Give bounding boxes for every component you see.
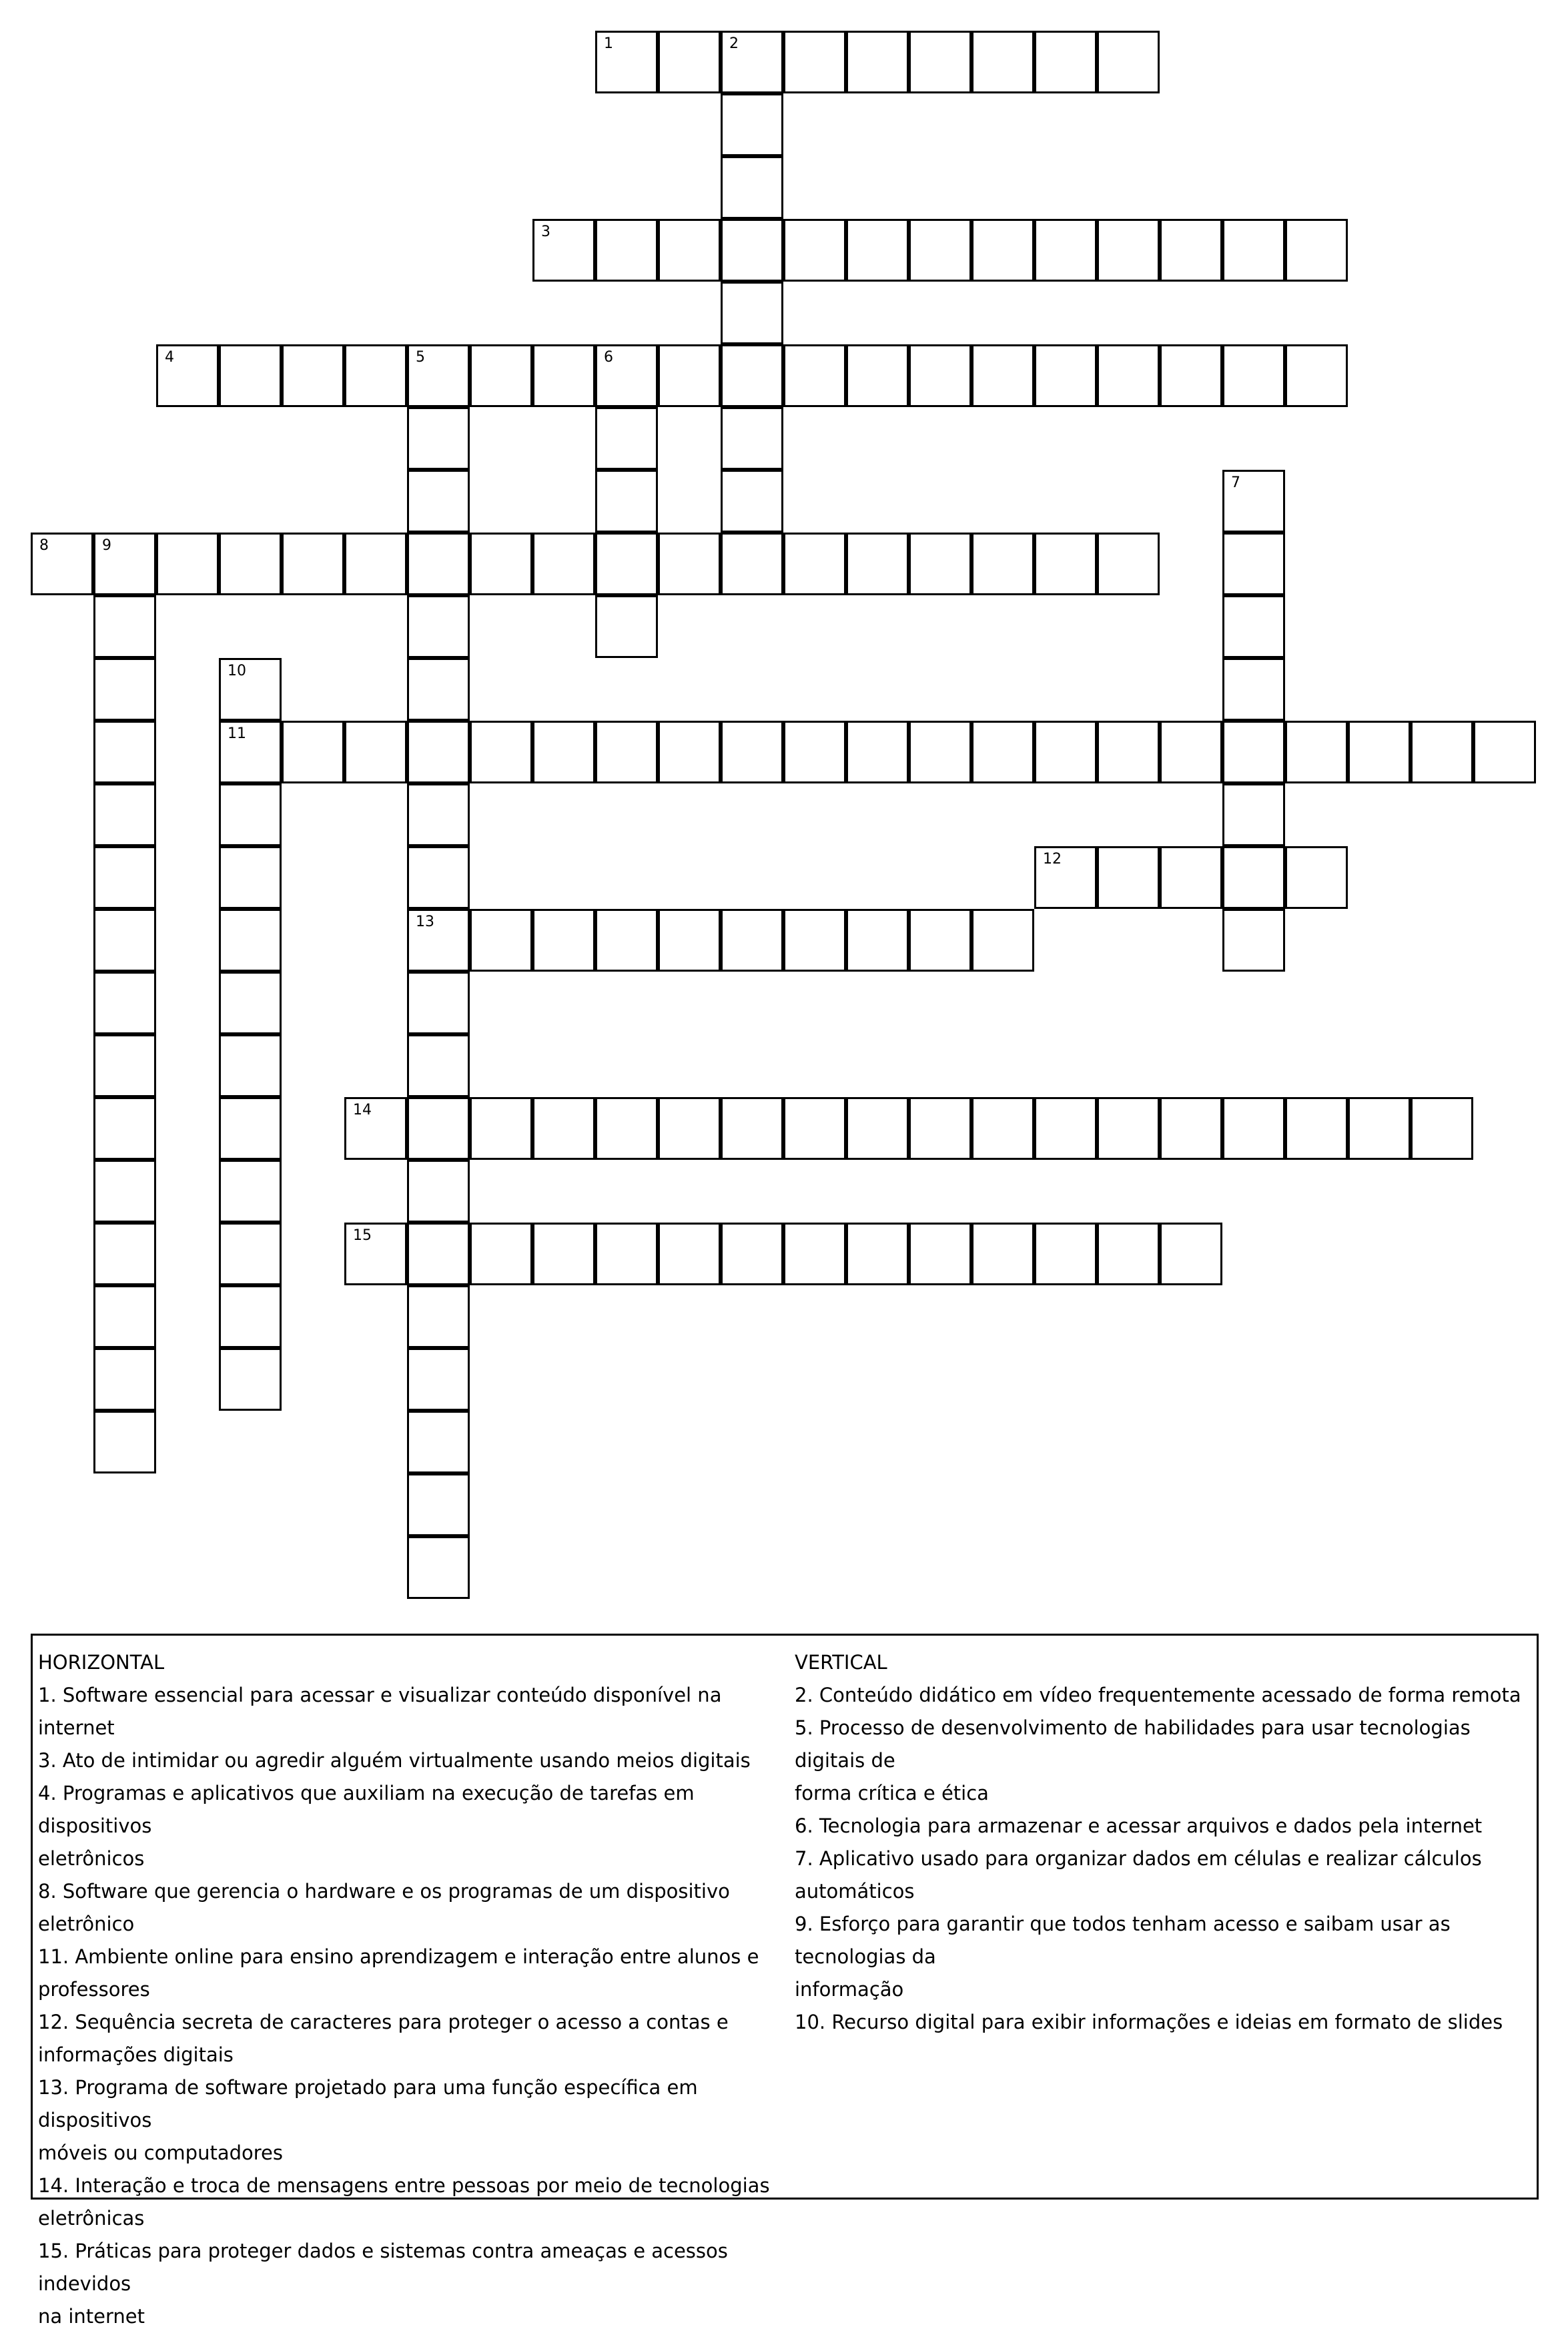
grid-cell[interactable] bbox=[407, 407, 470, 470]
grid-cell[interactable] bbox=[658, 1223, 721, 1285]
grid-cell[interactable] bbox=[407, 721, 470, 783]
grid-cell[interactable] bbox=[595, 909, 658, 972]
grid-cell[interactable] bbox=[407, 846, 470, 909]
grid-cell[interactable] bbox=[909, 31, 971, 93]
grid-cell[interactable] bbox=[909, 1097, 971, 1160]
grid-cell[interactable] bbox=[658, 1097, 721, 1160]
clue-line: 8. Software que gerencia o hardware e os programas de um dispositivo eletrônico bbox=[38, 1880, 730, 1935]
clue-item bbox=[795, 1810, 1535, 1843]
vertical-clues bbox=[795, 1646, 1535, 2039]
clue-line: 2. Conteúdo didático em vídeo frequentemente acessado de forma remota bbox=[795, 1684, 1521, 1706]
grid-cell[interactable] bbox=[1222, 721, 1285, 783]
clue-line: 14. Interação e troca de mensagens entre pessoas por meio de tecnologias bbox=[38, 2174, 770, 2197]
grid-cell[interactable] bbox=[93, 658, 156, 721]
clue-line: automáticos bbox=[795, 1880, 915, 1903]
horizontal-clues bbox=[38, 1646, 785, 2333]
grid-cell[interactable] bbox=[93, 595, 156, 658]
clue-item bbox=[38, 2235, 785, 2333]
grid-cell[interactable] bbox=[1222, 219, 1285, 282]
clue-line: 9. Esforço para garantir que todos tenham acesso e saibam usar as tecnologias da bbox=[795, 1913, 1451, 1968]
clue-item bbox=[795, 1712, 1535, 1810]
grid-cell[interactable] bbox=[971, 1223, 1034, 1285]
grid-cell[interactable] bbox=[658, 344, 721, 407]
grid-cell[interactable] bbox=[282, 533, 344, 595]
grid-cell[interactable] bbox=[93, 721, 156, 783]
clue-item bbox=[38, 1875, 785, 1941]
horizontal-clue-list bbox=[38, 1679, 785, 2333]
grid-cell[interactable] bbox=[344, 721, 407, 783]
grid-cell[interactable] bbox=[971, 219, 1034, 282]
grid-cell[interactable] bbox=[93, 783, 156, 846]
grid-cell[interactable] bbox=[1097, 1223, 1160, 1285]
grid-cell[interactable] bbox=[219, 1348, 282, 1411]
clue-number: 3 bbox=[541, 224, 550, 240]
grid-cell[interactable] bbox=[470, 533, 532, 595]
grid-cell[interactable] bbox=[658, 909, 721, 972]
grid-cell[interactable] bbox=[846, 344, 909, 407]
grid-cell[interactable] bbox=[1222, 783, 1285, 846]
grid-cell[interactable] bbox=[595, 407, 658, 470]
grid-cell[interactable] bbox=[156, 533, 219, 595]
clue-item bbox=[38, 1941, 785, 2006]
grid-cell[interactable] bbox=[219, 344, 282, 407]
grid-cell[interactable] bbox=[407, 658, 470, 721]
grid-cell[interactable] bbox=[658, 31, 721, 93]
grid-cell[interactable] bbox=[470, 1223, 532, 1285]
grid-cell[interactable] bbox=[1222, 595, 1285, 658]
grid-cell[interactable] bbox=[595, 344, 658, 407]
grid-cell[interactable] bbox=[1411, 1097, 1473, 1160]
grid-cell[interactable] bbox=[407, 1160, 470, 1223]
grid-cell[interactable] bbox=[1348, 1097, 1411, 1160]
grid-cell[interactable] bbox=[1285, 219, 1348, 282]
clue-item bbox=[795, 1843, 1535, 1908]
grid-cell[interactable] bbox=[1285, 344, 1348, 407]
clue-line: 7. Aplicativo usado para organizar dados em células e realizar cálculos bbox=[795, 1847, 1482, 1870]
grid-cell[interactable] bbox=[909, 344, 971, 407]
grid-cell[interactable] bbox=[1160, 1223, 1222, 1285]
clue-line: 12. Sequência secreta de caracteres para proteger o acesso a contas e bbox=[38, 2011, 729, 2033]
grid-cell[interactable] bbox=[93, 1097, 156, 1160]
grid-cell[interactable] bbox=[721, 282, 783, 344]
clue-number: 7 bbox=[1231, 474, 1240, 491]
grid-cell[interactable] bbox=[344, 344, 407, 407]
grid-cell[interactable] bbox=[846, 31, 909, 93]
grid-cell[interactable] bbox=[1222, 533, 1285, 595]
grid-cell[interactable] bbox=[783, 721, 846, 783]
grid-cell[interactable] bbox=[846, 1097, 909, 1160]
grid-cell[interactable] bbox=[219, 658, 282, 721]
grid-cell[interactable] bbox=[1222, 470, 1285, 533]
grid-cell[interactable] bbox=[1222, 344, 1285, 407]
clue-number: 9 bbox=[102, 537, 111, 554]
grid-cell[interactable] bbox=[971, 533, 1034, 595]
grid-cell[interactable] bbox=[846, 721, 909, 783]
grid-cell[interactable] bbox=[721, 721, 783, 783]
grid-cell[interactable] bbox=[1411, 721, 1473, 783]
grid-cell[interactable] bbox=[1473, 721, 1536, 783]
grid-cell[interactable] bbox=[595, 219, 658, 282]
clue-item bbox=[38, 1679, 785, 1744]
grid-cell[interactable] bbox=[595, 595, 658, 658]
grid-cell[interactable] bbox=[783, 533, 846, 595]
clue-line: 1. Software essencial para acessar e visualizar conteúdo disponível na internet bbox=[38, 1684, 722, 1739]
vertical-clues-title: VERTICAL bbox=[795, 1651, 887, 1674]
clue-line: eletrônicas bbox=[38, 2207, 145, 2230]
grid-cell[interactable] bbox=[344, 1097, 407, 1160]
grid-cell[interactable] bbox=[93, 909, 156, 972]
clue-number: 15 bbox=[353, 1227, 372, 1244]
grid-cell[interactable] bbox=[721, 1097, 783, 1160]
grid-cell[interactable] bbox=[31, 533, 93, 595]
grid-cell[interactable] bbox=[470, 909, 532, 972]
clue-line: 13. Programa de software projetado para uma função específica em dispositivos bbox=[38, 2076, 698, 2131]
grid-cell[interactable] bbox=[1034, 31, 1097, 93]
grid-cell[interactable] bbox=[721, 344, 783, 407]
grid-cell[interactable] bbox=[658, 533, 721, 595]
grid-cell[interactable] bbox=[407, 972, 470, 1034]
clue-number: 4 bbox=[165, 349, 174, 366]
clue-item bbox=[38, 1777, 785, 1875]
grid-cell[interactable] bbox=[595, 31, 658, 93]
grid-cell[interactable] bbox=[532, 909, 595, 972]
grid-cell[interactable] bbox=[595, 470, 658, 533]
grid-cell[interactable] bbox=[909, 533, 971, 595]
clue-line: professores bbox=[38, 1978, 150, 2001]
grid-cell[interactable] bbox=[1034, 721, 1097, 783]
grid-cell[interactable] bbox=[1034, 533, 1097, 595]
grid-cell[interactable] bbox=[1222, 658, 1285, 721]
grid-cell[interactable] bbox=[909, 1223, 971, 1285]
grid-cell[interactable] bbox=[1222, 846, 1285, 909]
clue-line: eletrônicos bbox=[38, 1847, 145, 1870]
grid-cell[interactable] bbox=[219, 909, 282, 972]
grid-cell[interactable] bbox=[1034, 219, 1097, 282]
grid-cell[interactable] bbox=[721, 909, 783, 972]
grid-cell[interactable] bbox=[532, 1223, 595, 1285]
grid-cell[interactable] bbox=[219, 783, 282, 846]
grid-cell[interactable] bbox=[470, 344, 532, 407]
clue-line: 15. Práticas para proteger dados e sistemas contra ameaças e acessos indevidos bbox=[38, 2240, 728, 2295]
grid-cell[interactable] bbox=[1097, 1097, 1160, 1160]
clue-line: 3. Ato de intimidar ou agredir alguém virtualmente usando meios digitais bbox=[38, 1749, 751, 1772]
grid-cell[interactable] bbox=[219, 1285, 282, 1348]
grid-cell[interactable] bbox=[407, 344, 470, 407]
grid-cell[interactable] bbox=[219, 1223, 282, 1285]
grid-cell[interactable] bbox=[846, 219, 909, 282]
grid-cell[interactable] bbox=[532, 344, 595, 407]
grid-cell[interactable] bbox=[407, 595, 470, 658]
grid-cell[interactable] bbox=[1160, 219, 1222, 282]
grid-cell[interactable] bbox=[971, 344, 1034, 407]
clue-line: 10. Recurso digital para exibir informações e ideias em formato de slides bbox=[795, 2011, 1503, 2033]
grid-cell[interactable] bbox=[721, 470, 783, 533]
horizontal-clues-title: HORIZONTAL bbox=[38, 1651, 165, 1674]
grid-cell[interactable] bbox=[1285, 1097, 1348, 1160]
grid-cell[interactable] bbox=[1160, 1097, 1222, 1160]
clue-line: informação bbox=[795, 1978, 904, 2001]
grid-cell[interactable] bbox=[1097, 344, 1160, 407]
clue-item bbox=[795, 1679, 1535, 1712]
clue-item bbox=[38, 2170, 785, 2235]
grid-cell[interactable] bbox=[407, 1034, 470, 1097]
grid-cell[interactable] bbox=[721, 93, 783, 156]
clue-number: 2 bbox=[729, 35, 739, 52]
grid-cell[interactable] bbox=[344, 533, 407, 595]
grid-cell[interactable] bbox=[1285, 846, 1348, 909]
grid-cell[interactable] bbox=[909, 909, 971, 972]
grid-cell[interactable] bbox=[219, 1097, 282, 1160]
grid-cell[interactable] bbox=[1348, 721, 1411, 783]
grid-cell[interactable] bbox=[282, 721, 344, 783]
grid-cell[interactable] bbox=[407, 470, 470, 533]
grid-cell[interactable] bbox=[721, 533, 783, 595]
clue-number: 10 bbox=[228, 663, 246, 679]
grid-cell[interactable] bbox=[532, 721, 595, 783]
grid-cell[interactable] bbox=[344, 1223, 407, 1285]
clue-number: 5 bbox=[416, 349, 425, 366]
grid-cell[interactable] bbox=[783, 344, 846, 407]
grid-cell[interactable] bbox=[407, 1536, 470, 1599]
clue-number: 14 bbox=[353, 1102, 372, 1118]
clue-item bbox=[38, 1744, 785, 1777]
grid-cell[interactable] bbox=[219, 1034, 282, 1097]
clue-number: 13 bbox=[416, 914, 434, 930]
clue-number: 12 bbox=[1043, 851, 1062, 868]
grid-cell[interactable] bbox=[658, 219, 721, 282]
grid-cell[interactable] bbox=[219, 846, 282, 909]
grid-cell[interactable] bbox=[971, 1097, 1034, 1160]
clue-line: forma crítica e ética bbox=[795, 1782, 989, 1804]
vertical-clue-list bbox=[795, 1679, 1535, 2039]
grid-cell[interactable] bbox=[971, 721, 1034, 783]
grid-cell[interactable] bbox=[407, 909, 470, 972]
clue-number: 6 bbox=[604, 349, 613, 366]
clue-line: na internet bbox=[38, 2305, 145, 2328]
grid-cell[interactable] bbox=[219, 721, 282, 783]
grid-cell[interactable] bbox=[1097, 31, 1160, 93]
grid-cell[interactable] bbox=[846, 533, 909, 595]
grid-cell[interactable] bbox=[1222, 909, 1285, 972]
grid-cell[interactable] bbox=[1097, 721, 1160, 783]
grid-cell[interactable] bbox=[909, 219, 971, 282]
grid-cell[interactable] bbox=[971, 909, 1034, 972]
grid-cell[interactable] bbox=[846, 1223, 909, 1285]
grid-cell[interactable] bbox=[909, 721, 971, 783]
grid-cell[interactable] bbox=[282, 344, 344, 407]
grid-cell[interactable] bbox=[783, 31, 846, 93]
grid-cell[interactable] bbox=[595, 1223, 658, 1285]
grid-cell[interactable] bbox=[721, 156, 783, 219]
grid-cell[interactable] bbox=[93, 972, 156, 1034]
grid-cell[interactable] bbox=[1034, 344, 1097, 407]
grid-cell[interactable] bbox=[93, 1034, 156, 1097]
grid-cell[interactable] bbox=[783, 1223, 846, 1285]
grid-cell[interactable] bbox=[93, 1285, 156, 1348]
grid-cell[interactable] bbox=[595, 1097, 658, 1160]
grid-cell[interactable] bbox=[407, 1473, 470, 1536]
grid-cell[interactable] bbox=[407, 1285, 470, 1348]
grid-cell[interactable] bbox=[1160, 721, 1222, 783]
grid-cell[interactable] bbox=[407, 783, 470, 846]
grid-cell[interactable] bbox=[407, 1097, 470, 1160]
grid-cell[interactable] bbox=[783, 219, 846, 282]
clue-line: 11. Ambiente online para ensino aprendizagem e interação entre alunos e bbox=[38, 1945, 759, 1968]
clue-line: 6. Tecnologia para armazenar e acessar arquivos e dados pela internet bbox=[795, 1814, 1483, 1837]
grid-cell[interactable] bbox=[407, 1348, 470, 1411]
clue-item bbox=[38, 2006, 785, 2071]
grid-cell[interactable] bbox=[595, 721, 658, 783]
grid-cell[interactable] bbox=[93, 533, 156, 595]
grid-cell[interactable] bbox=[470, 721, 532, 783]
grid-cell[interactable] bbox=[407, 533, 470, 595]
grid-cell[interactable] bbox=[93, 1348, 156, 1411]
grid-cell[interactable] bbox=[219, 972, 282, 1034]
clue-line: 5. Processo de desenvolvimento de habilidades para usar tecnologias digitais de bbox=[795, 1716, 1471, 1772]
grid-cell[interactable] bbox=[219, 533, 282, 595]
grid-cell[interactable] bbox=[1160, 846, 1222, 909]
grid-cell[interactable] bbox=[219, 1160, 282, 1223]
grid-cell[interactable] bbox=[156, 344, 219, 407]
grid-cell[interactable] bbox=[1034, 846, 1097, 909]
grid-cell[interactable] bbox=[783, 909, 846, 972]
grid-cell[interactable] bbox=[1160, 344, 1222, 407]
clues-box bbox=[31, 1634, 1539, 2328]
grid-cell[interactable] bbox=[532, 1097, 595, 1160]
grid-cell[interactable] bbox=[846, 909, 909, 972]
grid-cell[interactable] bbox=[93, 1223, 156, 1285]
grid-cell[interactable] bbox=[1034, 1223, 1097, 1285]
grid-cell[interactable] bbox=[971, 31, 1034, 93]
clue-line: informações digitais bbox=[38, 2043, 234, 2066]
grid-cell[interactable] bbox=[93, 1411, 156, 1473]
grid-cell[interactable] bbox=[595, 533, 658, 595]
grid-cell[interactable] bbox=[470, 1097, 532, 1160]
grid-cell[interactable] bbox=[1285, 721, 1348, 783]
clue-line: 4. Programas e aplicativos que auxiliam na execução de tarefas em dispositivos bbox=[38, 1782, 695, 1837]
grid-cell[interactable] bbox=[1097, 846, 1160, 909]
clue-number: 1 bbox=[604, 35, 613, 52]
grid-cell[interactable] bbox=[721, 407, 783, 470]
grid-cell[interactable] bbox=[721, 31, 783, 93]
grid-cell[interactable] bbox=[407, 1223, 470, 1285]
grid-cell[interactable] bbox=[93, 1160, 156, 1223]
grid-cell[interactable] bbox=[658, 721, 721, 783]
grid-cell[interactable] bbox=[93, 846, 156, 909]
clue-number: 8 bbox=[39, 537, 49, 554]
clue-number: 11 bbox=[228, 725, 246, 742]
clue-item bbox=[795, 1908, 1535, 2006]
grid-cell[interactable] bbox=[783, 1097, 846, 1160]
clue-line: móveis ou computadores bbox=[38, 2141, 283, 2164]
grid-cell[interactable] bbox=[1034, 1097, 1097, 1160]
grid-cell[interactable] bbox=[532, 219, 595, 282]
clue-item bbox=[38, 2071, 785, 2170]
grid-cell[interactable] bbox=[407, 1411, 470, 1473]
grid-cell[interactable] bbox=[532, 533, 595, 595]
clue-item bbox=[795, 2006, 1535, 2039]
grid-cell[interactable] bbox=[1222, 1097, 1285, 1160]
grid-cell[interactable] bbox=[1097, 533, 1160, 595]
grid-cell[interactable] bbox=[721, 219, 783, 282]
grid-cell[interactable] bbox=[721, 1223, 783, 1285]
grid-cell[interactable] bbox=[1097, 219, 1160, 282]
